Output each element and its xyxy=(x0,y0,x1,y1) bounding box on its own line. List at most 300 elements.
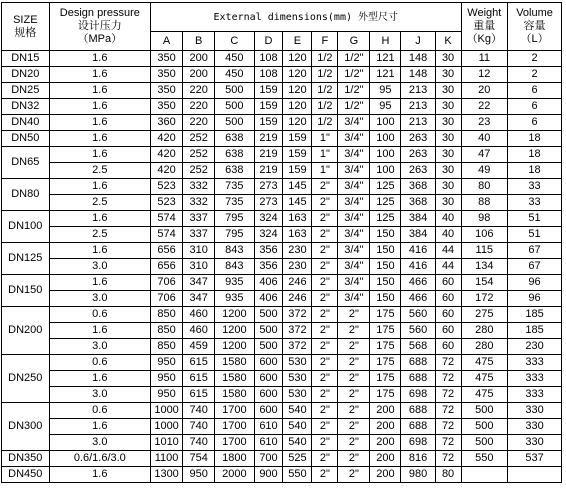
value-cell: 568 xyxy=(401,339,435,355)
value-cell: 273 xyxy=(254,195,283,211)
value-cell: 372 xyxy=(283,339,312,355)
header-size-en: SIZE xyxy=(13,13,38,26)
pressure-cell: 0.6/1.6/3.0 xyxy=(49,451,150,467)
value-cell: 500 xyxy=(461,403,508,419)
value-cell: 30 xyxy=(435,99,461,115)
value-cell: 2" xyxy=(338,387,370,403)
value-cell: 600 xyxy=(254,403,283,419)
value-cell: 324 xyxy=(254,227,283,243)
value-cell: 175 xyxy=(370,323,401,339)
value-cell: 80 xyxy=(461,179,508,195)
table-row xyxy=(2,403,562,419)
header-size-cn: 规格 xyxy=(14,26,37,39)
value-cell: 2" xyxy=(338,371,370,387)
value-cell: 356 xyxy=(254,243,283,259)
table-row xyxy=(2,211,562,227)
value-cell: 1700 xyxy=(215,435,254,451)
value-cell: 1580 xyxy=(215,371,254,387)
header-weight-cn: 重量 xyxy=(473,20,496,32)
value-cell: 246 xyxy=(283,291,312,307)
size-cell: DN125 xyxy=(2,243,50,275)
table-row xyxy=(2,339,562,355)
size-cell: DN150 xyxy=(2,275,50,307)
value-cell: 574 xyxy=(151,211,183,227)
size-cell: DN15 xyxy=(2,51,50,67)
value-cell: 350 xyxy=(151,67,183,83)
value-cell: 638 xyxy=(215,131,254,147)
value-cell: 1/2" xyxy=(338,99,370,115)
value-cell: 159 xyxy=(254,115,283,131)
table-body xyxy=(2,51,562,483)
value-cell: 200 xyxy=(370,419,401,435)
value-cell xyxy=(508,467,562,483)
value-cell: 40 xyxy=(435,227,461,243)
value-cell: 150 xyxy=(370,243,401,259)
header-volume-cn: 容量 xyxy=(523,20,546,32)
value-cell: 200 xyxy=(183,51,215,67)
value-cell: 2" xyxy=(312,451,338,467)
value-cell: 550 xyxy=(461,451,508,467)
size-cell: DN20 xyxy=(2,67,50,83)
value-cell: 475 xyxy=(461,387,508,403)
value-cell: 120 xyxy=(283,99,312,115)
value-cell: 2 xyxy=(508,51,562,67)
value-cell: 537 xyxy=(508,451,562,467)
pressure-cell: 1.6 xyxy=(49,243,150,259)
pressure-cell: 3.0 xyxy=(49,387,150,403)
value-cell: 460 xyxy=(183,323,215,339)
pressure-cell: 2.5 xyxy=(49,195,150,211)
value-cell: 154 xyxy=(461,275,508,291)
pressure-cell: 1.6 xyxy=(49,83,150,99)
value-cell: 2" xyxy=(312,419,338,435)
value-cell: 125 xyxy=(370,195,401,211)
value-cell xyxy=(461,467,508,483)
value-cell: 252 xyxy=(183,147,215,163)
value-cell: 51 xyxy=(508,227,562,243)
value-cell: 332 xyxy=(183,179,215,195)
value-cell: 30 xyxy=(435,195,461,211)
table-row xyxy=(2,259,562,275)
value-cell: 530 xyxy=(283,355,312,371)
value-cell: 688 xyxy=(401,419,435,435)
value-cell: 1/2" xyxy=(338,83,370,99)
value-cell: 30 xyxy=(435,83,461,99)
size-cell: DN100 xyxy=(2,211,50,243)
table-row xyxy=(2,131,562,147)
value-cell: 120 xyxy=(283,83,312,99)
value-cell: 2" xyxy=(312,307,338,323)
value-cell: 2" xyxy=(338,419,370,435)
value-cell: 816 xyxy=(401,451,435,467)
value-cell: 185 xyxy=(508,323,562,339)
value-cell: 500 xyxy=(254,307,283,323)
table-row xyxy=(2,179,562,195)
size-cell: DN40 xyxy=(2,115,50,131)
value-cell: 638 xyxy=(215,163,254,179)
value-cell: 175 xyxy=(370,355,401,371)
value-cell: 230 xyxy=(283,243,312,259)
value-cell: 1" xyxy=(312,147,338,163)
table-row xyxy=(2,451,562,467)
value-cell: 368 xyxy=(401,179,435,195)
value-cell: 18 xyxy=(508,163,562,179)
value-cell: 3/4" xyxy=(338,291,370,307)
value-cell: 185 xyxy=(508,307,562,323)
value-cell: 1/2 xyxy=(312,115,338,131)
value-cell: 2" xyxy=(312,339,338,355)
value-cell: 843 xyxy=(215,259,254,275)
value-cell: 98 xyxy=(461,211,508,227)
value-cell: 263 xyxy=(401,147,435,163)
value-cell: 3/4" xyxy=(338,243,370,259)
value-cell: 159 xyxy=(254,99,283,115)
value-cell: 72 xyxy=(435,451,461,467)
table-row xyxy=(2,307,562,323)
value-cell: 148 xyxy=(401,51,435,67)
header-pressure-cn: 设计压力 xyxy=(77,20,122,32)
value-cell: 706 xyxy=(151,275,183,291)
value-cell: 1/2 xyxy=(312,67,338,83)
value-cell: 525 xyxy=(283,451,312,467)
value-cell: 96 xyxy=(508,275,562,291)
table-row xyxy=(2,275,562,291)
value-cell: 3/4" xyxy=(338,275,370,291)
value-cell: 1700 xyxy=(215,403,254,419)
value-cell: 600 xyxy=(254,371,283,387)
value-cell: 30 xyxy=(435,115,461,131)
value-cell: 475 xyxy=(461,355,508,371)
value-cell: 3/4" xyxy=(338,147,370,163)
value-cell: 740 xyxy=(183,403,215,419)
table-row xyxy=(2,83,562,99)
value-cell: 460 xyxy=(183,307,215,323)
value-cell: 88 xyxy=(461,195,508,211)
value-cell: 843 xyxy=(215,243,254,259)
value-cell: 200 xyxy=(183,67,215,83)
table-row xyxy=(2,387,562,403)
value-cell: 220 xyxy=(183,83,215,99)
value-cell: 1580 xyxy=(215,355,254,371)
value-cell: 615 xyxy=(183,355,215,371)
value-cell: 30 xyxy=(435,163,461,179)
col-header-f: F xyxy=(312,32,338,51)
value-cell: 275 xyxy=(461,307,508,323)
value-cell: 1580 xyxy=(215,387,254,403)
value-cell: 44 xyxy=(435,243,461,259)
header-external-dimensions: External dimensions(mm) 外型尺寸 xyxy=(151,3,461,32)
value-cell: 2" xyxy=(338,355,370,371)
value-cell: 656 xyxy=(151,243,183,259)
value-cell: 688 xyxy=(401,371,435,387)
value-cell: 2" xyxy=(312,435,338,451)
value-cell: 2" xyxy=(338,435,370,451)
value-cell: 100 xyxy=(370,147,401,163)
table-row xyxy=(2,163,562,179)
table-row xyxy=(2,371,562,387)
size-cell: DN250 xyxy=(2,355,50,403)
table-row xyxy=(2,67,562,83)
value-cell: 51 xyxy=(508,211,562,227)
value-cell: 33 xyxy=(508,195,562,211)
value-cell: 337 xyxy=(183,227,215,243)
value-cell: 150 xyxy=(370,291,401,307)
value-cell: 1/2 xyxy=(312,51,338,67)
value-cell: 1200 xyxy=(215,307,254,323)
value-cell: 100 xyxy=(370,163,401,179)
pressure-cell: 1.6 xyxy=(49,99,150,115)
value-cell: 67 xyxy=(508,243,562,259)
value-cell: 850 xyxy=(151,339,183,355)
value-cell: 638 xyxy=(215,147,254,163)
size-cell: DN32 xyxy=(2,99,50,115)
value-cell: 219 xyxy=(254,163,283,179)
header-weight-unit: （Kg） xyxy=(466,33,503,45)
size-cell: DN65 xyxy=(2,147,50,179)
value-cell: 3/4" xyxy=(338,179,370,195)
table-row xyxy=(2,355,562,371)
header-weight xyxy=(461,3,508,51)
value-cell: 252 xyxy=(183,163,215,179)
value-cell: 219 xyxy=(254,147,283,163)
value-cell: 20 xyxy=(461,83,508,99)
value-cell: 950 xyxy=(151,371,183,387)
pressure-cell: 1.6 xyxy=(49,211,150,227)
value-cell: 1300 xyxy=(151,467,183,483)
value-cell: 18 xyxy=(508,131,562,147)
value-cell: 213 xyxy=(401,115,435,131)
value-cell: 273 xyxy=(254,179,283,195)
pressure-cell: 3.0 xyxy=(49,291,150,307)
value-cell: 935 xyxy=(215,291,254,307)
col-header-j: J xyxy=(401,32,435,51)
value-cell: 754 xyxy=(183,451,215,467)
value-cell: 416 xyxy=(401,243,435,259)
header-volume-unit: （L） xyxy=(520,33,549,45)
value-cell: 213 xyxy=(401,83,435,99)
value-cell: 95 xyxy=(370,99,401,115)
pressure-cell: 0.6 xyxy=(49,355,150,371)
pressure-cell: 1.6 xyxy=(49,147,150,163)
value-cell: 150 xyxy=(370,275,401,291)
value-cell: 108 xyxy=(254,51,283,67)
col-header-g: G xyxy=(338,32,370,51)
value-cell: 108 xyxy=(254,67,283,83)
value-cell: 30 xyxy=(435,147,461,163)
value-cell: 40 xyxy=(461,131,508,147)
size-cell: DN50 xyxy=(2,131,50,147)
value-cell: 698 xyxy=(401,387,435,403)
value-cell: 2" xyxy=(312,291,338,307)
pressure-cell: 1.6 xyxy=(49,51,150,67)
value-cell: 950 xyxy=(151,355,183,371)
pressure-cell: 2.5 xyxy=(49,163,150,179)
table-row xyxy=(2,243,562,259)
value-cell: 280 xyxy=(461,323,508,339)
value-cell: 560 xyxy=(401,323,435,339)
value-cell: 60 xyxy=(435,307,461,323)
col-header-b: B xyxy=(183,32,215,51)
value-cell: 574 xyxy=(151,227,183,243)
value-cell: 213 xyxy=(401,99,435,115)
value-cell: 95 xyxy=(370,83,401,99)
pressure-cell: 3.0 xyxy=(49,339,150,355)
value-cell: 2000 xyxy=(215,467,254,483)
value-cell: 200 xyxy=(370,403,401,419)
value-cell: 219 xyxy=(254,131,283,147)
value-cell: 3/4" xyxy=(338,259,370,275)
value-cell: 500 xyxy=(254,323,283,339)
value-cell: 100 xyxy=(370,131,401,147)
value-cell: 360 xyxy=(151,115,183,131)
pressure-cell: 3.0 xyxy=(49,259,150,275)
value-cell: 3/4" xyxy=(338,195,370,211)
value-cell: 310 xyxy=(183,259,215,275)
col-header-k: K xyxy=(435,32,461,51)
value-cell: 420 xyxy=(151,147,183,163)
value-cell: 6 xyxy=(508,83,562,99)
value-cell: 500 xyxy=(215,99,254,115)
value-cell: 49 xyxy=(461,163,508,179)
value-cell: 2" xyxy=(312,355,338,371)
pressure-cell: 0.6 xyxy=(49,403,150,419)
value-cell: 740 xyxy=(183,435,215,451)
value-cell: 530 xyxy=(283,371,312,387)
value-cell: 30 xyxy=(435,51,461,67)
value-cell: 450 xyxy=(215,51,254,67)
header-weight-en: Weight xyxy=(467,7,502,19)
header-size xyxy=(2,3,50,51)
value-cell: 310 xyxy=(183,243,215,259)
value-cell: 688 xyxy=(401,403,435,419)
value-cell: 500 xyxy=(215,115,254,131)
value-cell: 330 xyxy=(508,403,562,419)
value-cell: 950 xyxy=(183,467,215,483)
value-cell: 700 xyxy=(254,451,283,467)
col-header-d: D xyxy=(254,32,283,51)
value-cell: 150 xyxy=(370,259,401,275)
value-cell: 333 xyxy=(508,371,562,387)
value-cell: 2" xyxy=(338,451,370,467)
value-cell: 175 xyxy=(370,307,401,323)
value-cell: 246 xyxy=(283,275,312,291)
value-cell: 2" xyxy=(312,243,338,259)
value-cell: 347 xyxy=(183,275,215,291)
value-cell: 384 xyxy=(401,227,435,243)
value-cell: 347 xyxy=(183,291,215,307)
value-cell: 600 xyxy=(254,355,283,371)
value-cell: 1/2" xyxy=(338,67,370,83)
value-cell: 1/2" xyxy=(338,51,370,67)
value-cell: 125 xyxy=(370,179,401,195)
table-row xyxy=(2,51,562,67)
pressure-cell: 3.0 xyxy=(49,435,150,451)
value-cell: 350 xyxy=(151,51,183,67)
value-cell: 200 xyxy=(370,467,401,483)
value-cell: 1000 xyxy=(151,419,183,435)
value-cell: 406 xyxy=(254,275,283,291)
table-row xyxy=(2,291,562,307)
value-cell: 850 xyxy=(151,323,183,339)
value-cell: 150 xyxy=(370,227,401,243)
value-cell: 200 xyxy=(370,435,401,451)
value-cell: 324 xyxy=(254,211,283,227)
value-cell: 47 xyxy=(461,147,508,163)
value-cell: 1100 xyxy=(151,451,183,467)
pressure-cell: 1.6 xyxy=(49,67,150,83)
value-cell: 80 xyxy=(435,467,461,483)
value-cell: 2" xyxy=(312,387,338,403)
value-cell: 372 xyxy=(283,323,312,339)
value-cell: 1200 xyxy=(215,323,254,339)
pressure-cell: 1.6 xyxy=(49,419,150,435)
value-cell: 523 xyxy=(151,195,183,211)
value-cell: 230 xyxy=(508,339,562,355)
pressure-cell: 2.5 xyxy=(49,227,150,243)
value-cell: 550 xyxy=(283,467,312,483)
col-header-c: C xyxy=(215,32,254,51)
size-cell: DN300 xyxy=(2,403,50,451)
value-cell: 3/4" xyxy=(338,163,370,179)
value-cell: 120 xyxy=(283,51,312,67)
value-cell: 30 xyxy=(435,67,461,83)
value-cell: 3/4" xyxy=(338,227,370,243)
value-cell: 3/4" xyxy=(338,131,370,147)
value-cell: 2 xyxy=(508,67,562,83)
value-cell: 795 xyxy=(215,211,254,227)
value-cell: 2" xyxy=(312,227,338,243)
value-cell: 610 xyxy=(254,435,283,451)
value-cell: 2" xyxy=(312,467,338,483)
value-cell: 368 xyxy=(401,195,435,211)
value-cell: 475 xyxy=(461,371,508,387)
value-cell: 406 xyxy=(254,291,283,307)
value-cell: 230 xyxy=(283,259,312,275)
value-cell: 372 xyxy=(283,307,312,323)
value-cell: 450 xyxy=(215,67,254,83)
value-cell: 1000 xyxy=(151,403,183,419)
pressure-cell: 1.6 xyxy=(49,179,150,195)
size-cell: DN200 xyxy=(2,307,50,355)
value-cell: 60 xyxy=(435,323,461,339)
value-cell: 72 xyxy=(435,403,461,419)
pressure-cell: 1.6 xyxy=(49,371,150,387)
value-cell: 2" xyxy=(312,195,338,211)
value-cell: 2" xyxy=(312,259,338,275)
value-cell: 125 xyxy=(370,211,401,227)
value-cell: 40 xyxy=(435,211,461,227)
value-cell: 22 xyxy=(461,99,508,115)
value-cell: 1200 xyxy=(215,339,254,355)
value-cell: 333 xyxy=(508,355,562,371)
value-cell: 459 xyxy=(183,339,215,355)
value-cell: 500 xyxy=(461,419,508,435)
value-cell: 735 xyxy=(215,195,254,211)
value-cell: 1700 xyxy=(215,419,254,435)
value-cell: 252 xyxy=(183,131,215,147)
value-cell: 735 xyxy=(215,179,254,195)
table-row xyxy=(2,467,562,483)
value-cell: 740 xyxy=(183,419,215,435)
table-row xyxy=(2,147,562,163)
value-cell: 356 xyxy=(254,259,283,275)
value-cell: 72 xyxy=(435,419,461,435)
value-cell: 540 xyxy=(283,419,312,435)
value-cell: 330 xyxy=(508,419,562,435)
value-cell: 500 xyxy=(254,339,283,355)
table-row xyxy=(2,435,562,451)
value-cell: 540 xyxy=(283,435,312,451)
